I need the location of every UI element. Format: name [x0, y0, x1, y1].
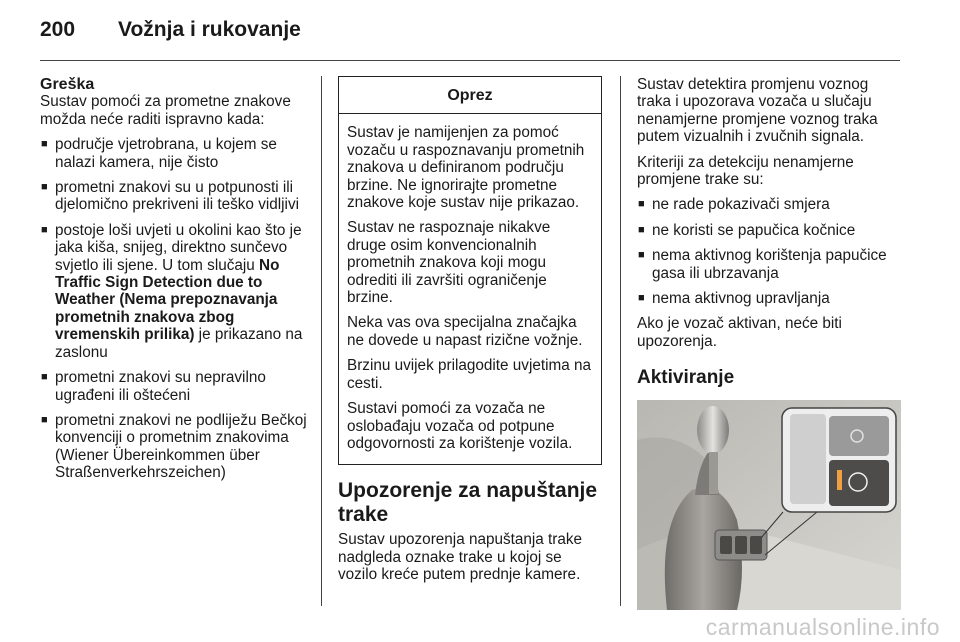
caution-paragraph: Sustav ne raspoznaje nikakve druge osim konvencionalnih prometnih znakova koji mogu odrediti ili završiti ograničenje brzine.	[347, 219, 551, 307]
bullet-icon: ■	[41, 413, 48, 426]
lane-departure-text: Sustav upozorenja napuštanja trake nadgleda oznake trake u kojoj se vozilo kreće putem prednje kamere.	[338, 531, 583, 584]
bullet-icon: ■	[638, 198, 645, 211]
list-item: ■ prometni znakovi su nepravilno ugrađeni ili oštećeni	[41, 369, 266, 404]
section-title-activation: Aktiviranje	[637, 367, 735, 389]
list-item: ■ postoje loši uvjeti u okolini kao što je jaka kiša, snijeg, direktno sunčevo svjetlo ili sjene. U tom slučaju No Traffic Sign Detection due to Weather (Nema prepoznavanja prometnih znakova zbog vremenskih prilika) je prikazano na zaslonu	[41, 221, 303, 361]
bullet-icon: ■	[41, 138, 48, 151]
error-bullet-list	[40, 136, 310, 481]
criteria-intro: Kriteriji za detekciju nenamjerne promjene trake su:	[637, 153, 854, 189]
caution-body	[339, 114, 601, 464]
caution-paragraph: Neka vas ova specijalna značajka ne dovede u napast rizične vožnje.	[347, 314, 583, 349]
column-right	[637, 76, 905, 610]
driver-active-note: Ako je vozač aktivan, neće biti upozorenja.	[637, 315, 842, 350]
page-number: 200	[40, 18, 76, 41]
bullet-icon: ■	[41, 181, 48, 194]
watermark: carmanualsonline.info	[705, 614, 940, 640]
column-middle	[338, 76, 602, 592]
subhead-error: Greška	[40, 76, 95, 93]
section-title-lane-departure: Upozorenje za napuštanje trake	[338, 479, 598, 527]
list-item: ■ nema aktivnog upravljanja	[638, 290, 830, 308]
list-item: ■ nema aktivnog korištenja papučice gasa ili ubrzavanja	[638, 247, 887, 282]
center-console-illustration	[637, 400, 901, 610]
caution-paragraph: Sustav je namijenjen za pomoć vozaču u raspoznavanju prometnih znakova u definiranom području brzine. Ne ignorirajte prometne znakove koje sustav nije prikazao.	[347, 124, 585, 212]
detection-paragraph: Sustav detektira promjenu voznog traka i upozorava vozača u slučaju nenamjerne promjene voznog traka putem vizualnih i zvučnih signala.	[637, 76, 878, 146]
page-header	[40, 14, 900, 54]
list-item: ■ ne rade pokazivači smjera	[638, 196, 830, 214]
bullet-icon: ■	[638, 249, 645, 262]
column-divider	[620, 76, 621, 606]
bullet-icon: ■	[41, 371, 48, 384]
list-item: ■ prometni znakovi ne podliježu Bečkoj konvenciji o prometnim znakovima (Wiener Übereinkommen über Straßenverkehrszeichen)	[41, 411, 307, 482]
error-intro: Sustav pomoći za prometne znakove možda neće raditi ispravno kada:	[40, 93, 291, 128]
caution-paragraph: Brzinu uvijek prilagodite uvjetima na cesti.	[347, 357, 592, 392]
chapter-title: Vožnja i rukovanje	[118, 18, 301, 41]
caution-paragraph: Sustavi pomoći za vozača ne oslobađaju vozača od potpune odgovornosti za korištenje vozila.	[347, 400, 573, 452]
list-item: ■ područje vjetrobrana, u kojem se nalazi kamera, nije čisto	[41, 136, 277, 171]
console-photo	[637, 400, 901, 610]
column-divider	[321, 76, 322, 606]
list-item: ■ prometni znakovi su u potpunosti ili djelomično prekriveni ili teško vidljivi	[41, 179, 299, 214]
criteria-bullet-list	[637, 196, 905, 307]
header-divider	[40, 60, 900, 61]
bullet-icon: ■	[638, 223, 645, 236]
column-left	[40, 76, 310, 490]
weather-message: No Traffic Sign Detection due to Weather (Nema prepoznavanja prometnih znakova zbog vremenskih prilika)	[55, 256, 280, 344]
list-item: ■ ne koristi se papučica kočnice	[638, 221, 856, 239]
caution-box	[338, 76, 602, 465]
bullet-icon: ■	[41, 223, 48, 236]
bullet-icon: ■	[638, 292, 645, 305]
caution-title: Oprez	[339, 77, 601, 114]
